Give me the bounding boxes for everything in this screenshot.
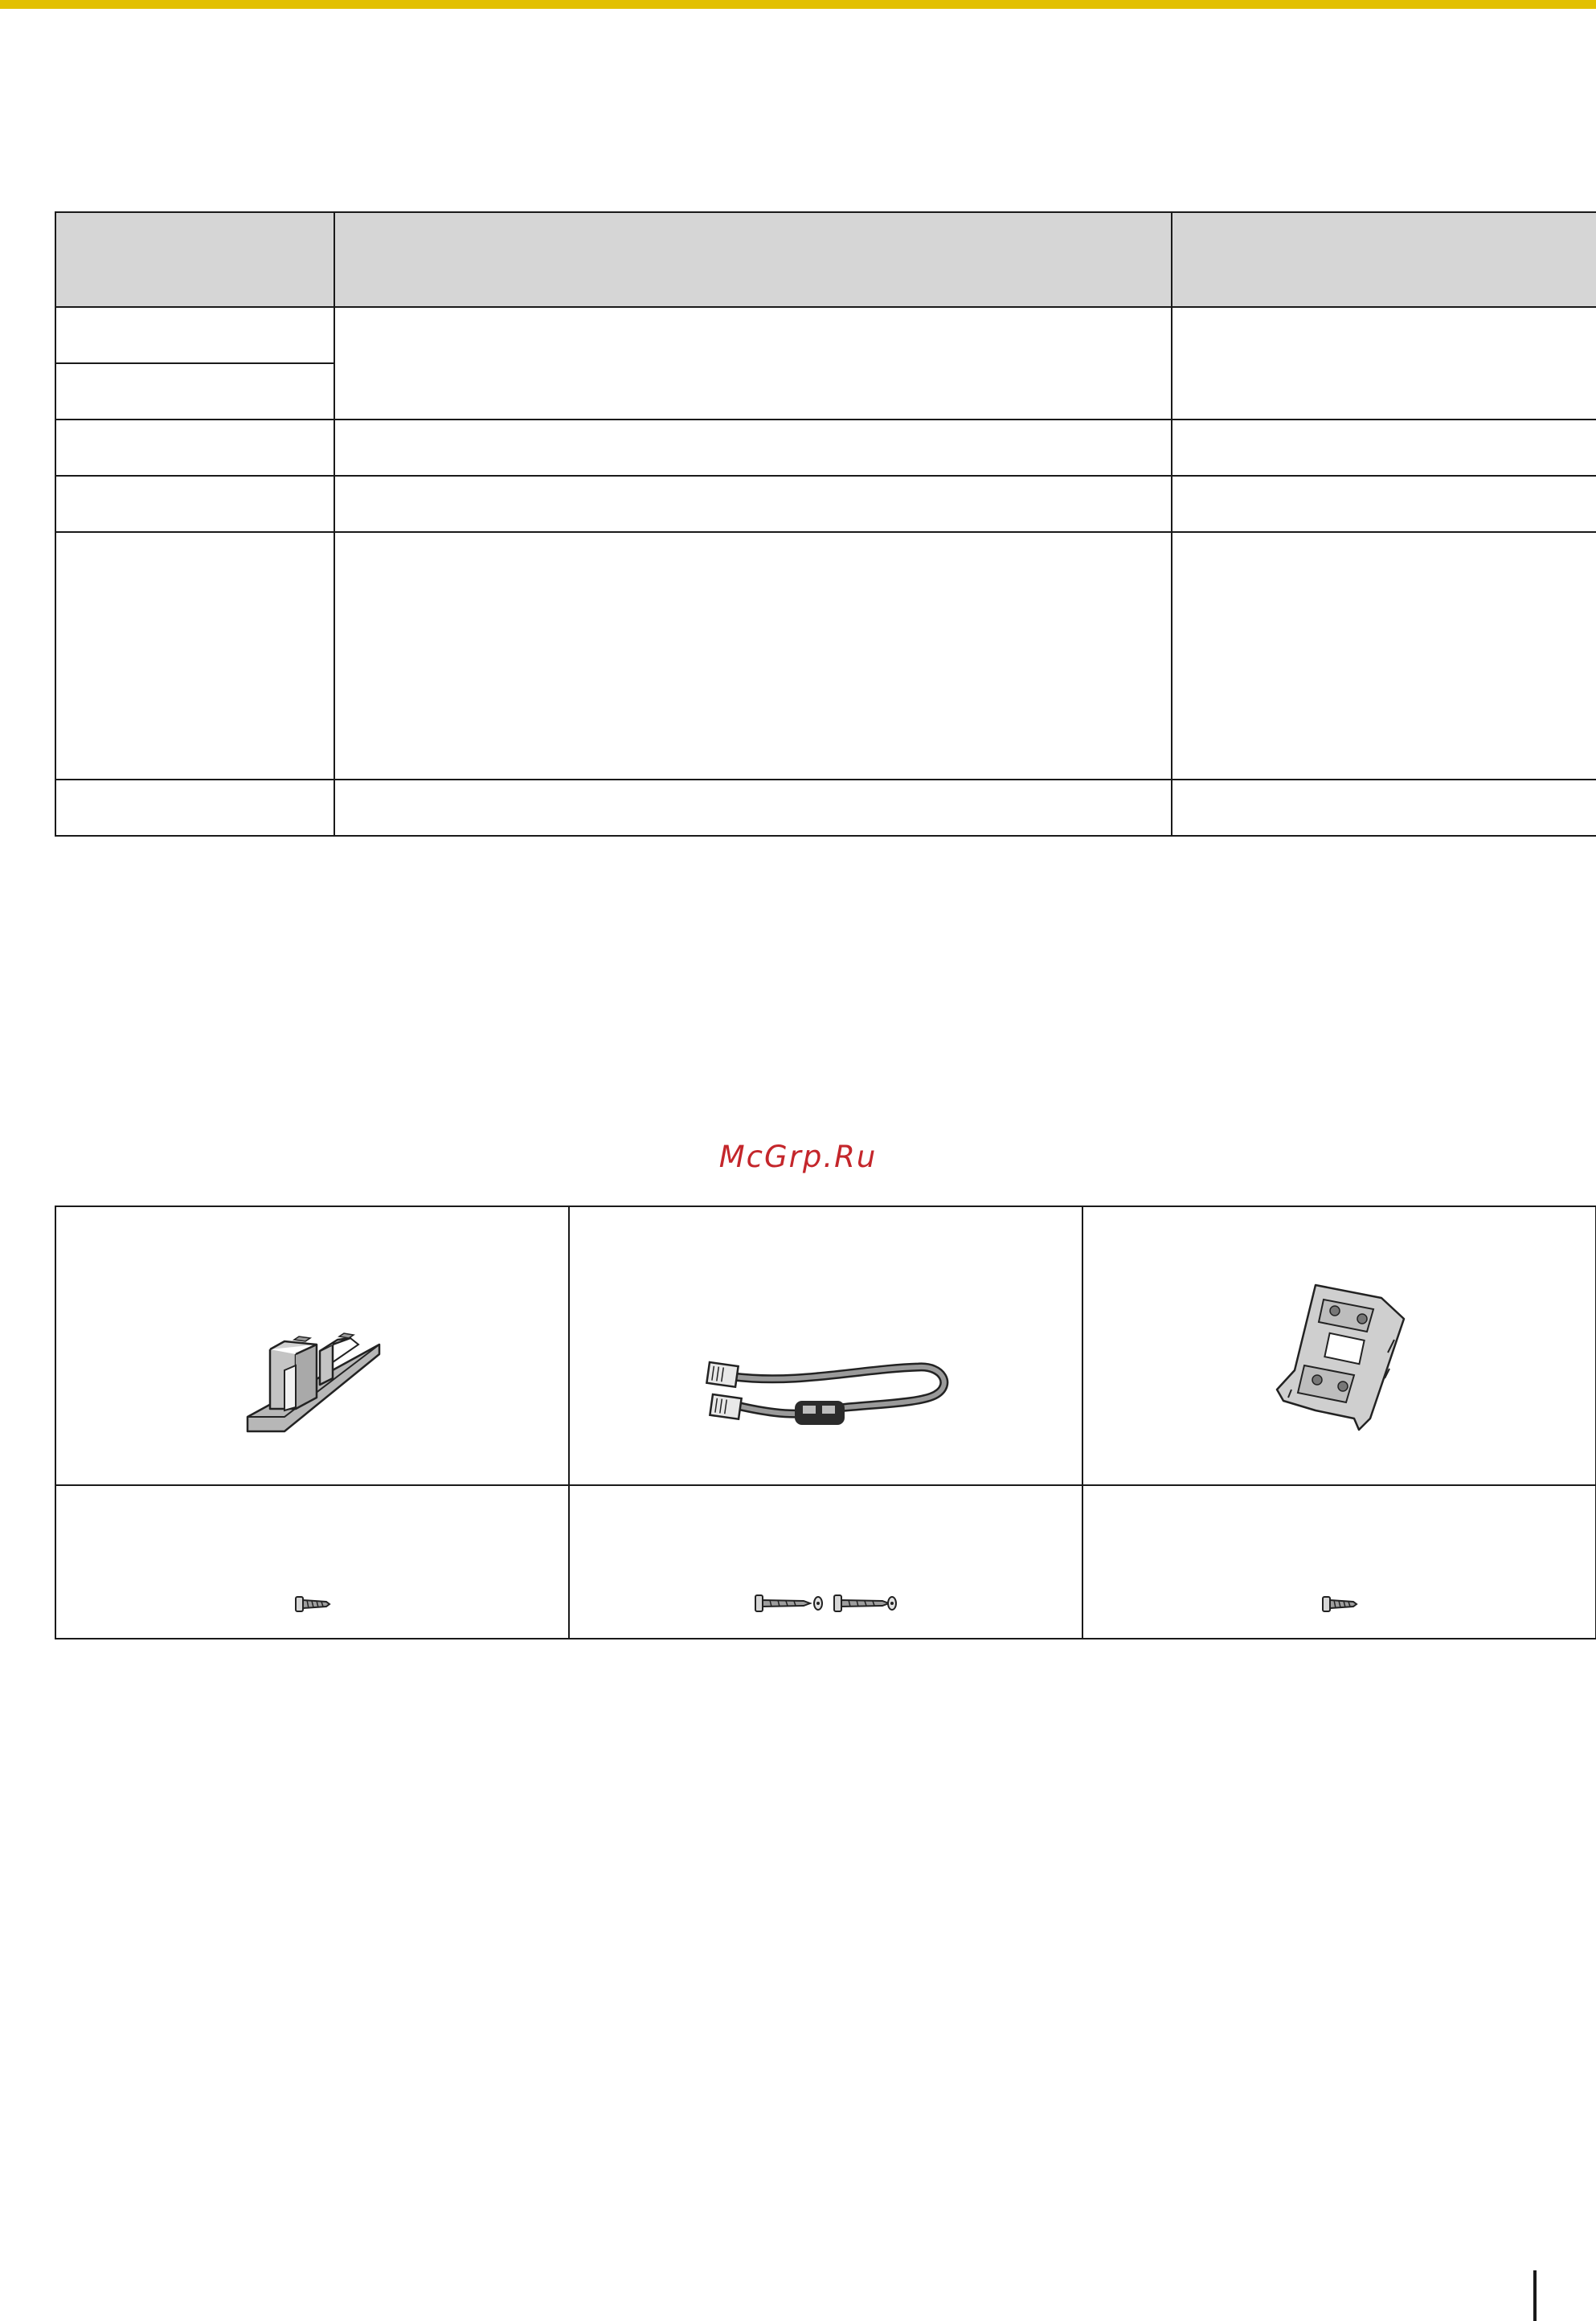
table-cell-merged xyxy=(1172,307,1596,420)
table-row xyxy=(55,780,1596,836)
header-cell xyxy=(334,212,1172,307)
watermark-text: McGrp.Ru xyxy=(718,1140,878,1174)
table-cell xyxy=(1172,780,1596,836)
table-cell xyxy=(55,420,334,476)
accessory-cell xyxy=(1082,1206,1596,1485)
table-cell xyxy=(334,780,1172,836)
header-cell xyxy=(55,212,334,307)
accessory-cell xyxy=(55,1485,569,1639)
table-cell xyxy=(1172,476,1596,532)
table-cell xyxy=(334,532,1172,780)
table-cell-merged xyxy=(334,307,1172,420)
table-row xyxy=(55,420,1596,476)
table-cell xyxy=(55,532,334,780)
accessory-cell xyxy=(55,1206,569,1485)
header-cell xyxy=(1172,212,1596,307)
wall-mounting-adaptor-icon xyxy=(1267,1280,1412,1441)
wall-screws-and-washers-icon xyxy=(754,1593,898,1614)
table-cell xyxy=(55,780,334,836)
accessories-table xyxy=(55,1206,1596,1639)
table-cell xyxy=(55,476,334,532)
table-row xyxy=(55,307,1596,363)
table-header-row xyxy=(55,212,1596,307)
table-cell xyxy=(334,420,1172,476)
table-row xyxy=(55,476,1596,532)
accessory-row xyxy=(55,1206,1596,1485)
page-edge-marker xyxy=(1533,2270,1537,2321)
table-cell xyxy=(1172,420,1596,476)
table-cell xyxy=(55,307,334,363)
desk-stand-icon xyxy=(236,1320,389,1441)
screw-icon xyxy=(1321,1594,1358,1614)
accessory-cell xyxy=(1082,1485,1596,1639)
accessory-row xyxy=(55,1485,1596,1639)
screw-icon xyxy=(294,1594,331,1614)
table-cell xyxy=(55,363,334,420)
table-cell xyxy=(1172,532,1596,780)
header-accent-bar xyxy=(0,0,1596,9)
telephone-cord-with-ferrite-core-icon xyxy=(702,1353,951,1441)
accessory-cell xyxy=(569,1206,1082,1485)
table-row xyxy=(55,532,1596,780)
specifications-table xyxy=(55,211,1596,837)
table-cell xyxy=(334,476,1172,532)
accessory-cell xyxy=(569,1485,1082,1639)
